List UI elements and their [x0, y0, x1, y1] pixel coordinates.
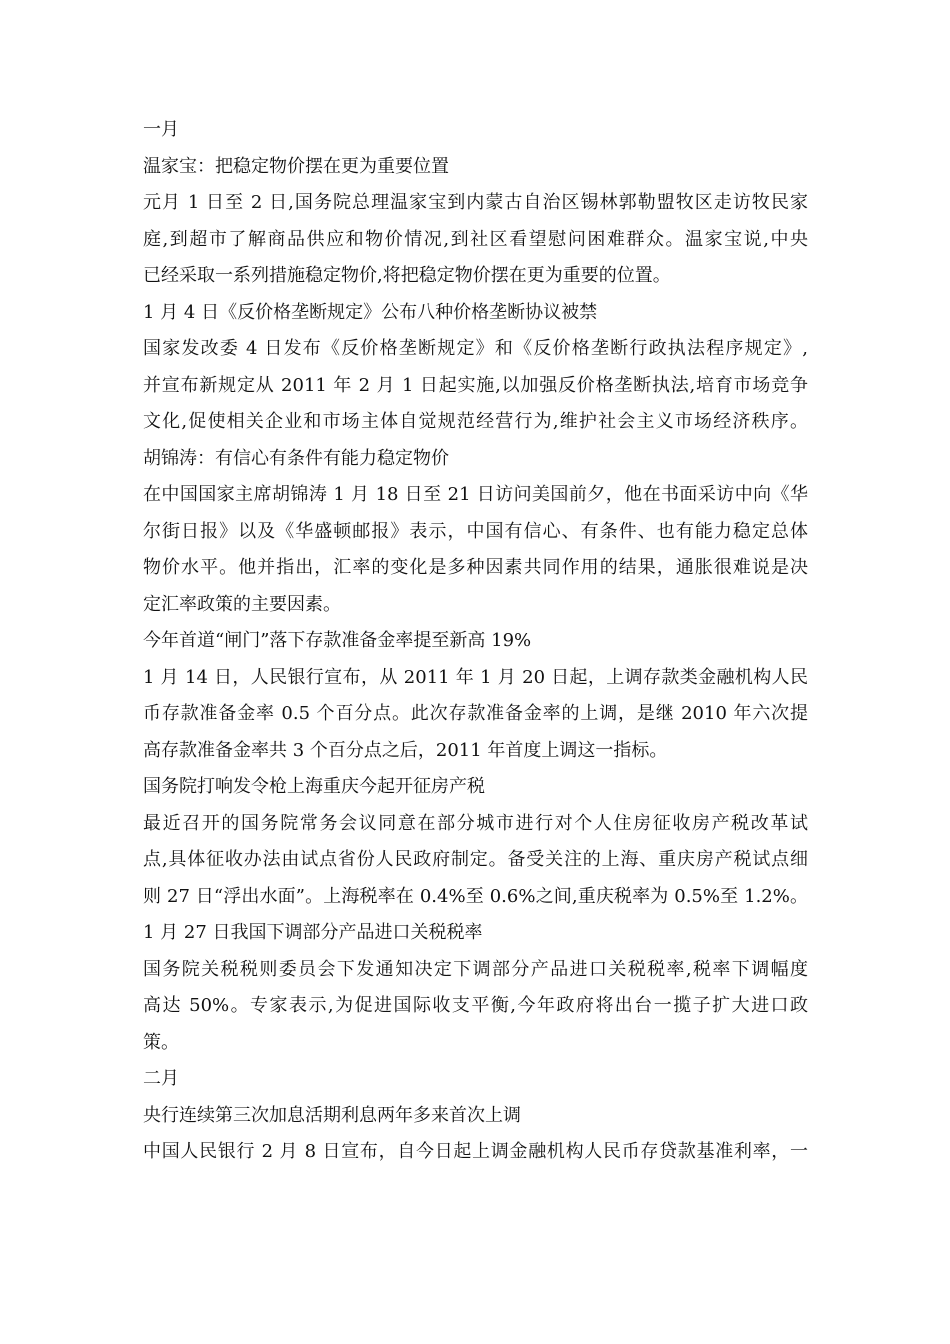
- body-text-line: 币存款准备金率 0.5 个百分点。此次存款准备金率的上调，是继 2010 年六次提: [143, 703, 808, 724]
- body-text-line: 物价水平。他并指出，汇率的变化是多种因素共同作用的结果，通胀很难说是决: [143, 557, 808, 578]
- body-text-line: 并宣布新规定从 2011 年 2 月 1 日起实施,以加强反价格垄断执法,培育市场竞争: [143, 374, 808, 396]
- body-text-line: 国务院关税税则委员会下发通知决定下调部分产品进口关税税率,税率下调幅度: [143, 958, 808, 980]
- body-text-line: 已经采取一系列措施稳定物价,将把稳定物价摆在更为重要的位置。: [143, 265, 671, 286]
- body-text-line: 策。: [143, 1031, 179, 1053]
- news-headline: 今年首道“闸门”落下存款准备金率提至新高 19%: [143, 630, 532, 651]
- news-headline: 1 月 27 日我国下调部分产品进口关税税率: [143, 922, 483, 943]
- news-headline: 国务院打响发令枪上海重庆今起开征房产税: [143, 776, 485, 797]
- body-text-line: 中国人民银行 2 月 8 日宣布，自今日起上调金融机构人民币存贷款基准利率，一: [143, 1141, 808, 1162]
- body-text-line: 1 月 14 日，人民银行宣布，从 2011 年 1 月 20 日起，上调存款类金融机构人民: [143, 666, 808, 688]
- news-headline: 胡锦涛：有信心有条件有能力稳定物价: [143, 447, 449, 469]
- news-headline: 1 月 4 日《反价格垄断规定》公布八种价格垄断协议被禁: [143, 301, 598, 323]
- body-text-line: 高达 50%。专家表示,为促进国际收支平衡,今年政府将出台一揽子扩大进口政: [143, 995, 808, 1016]
- body-text-line: 元月 1 日至 2 日,国务院总理温家宝到内蒙古自治区锡林郭勒盟牧区走访牧民家: [143, 192, 808, 213]
- section-heading-january: 一月: [143, 119, 179, 140]
- body-text-line: 高存款准备金率共 3 个百分点之后，2011 年首度上调这一指标。: [143, 739, 668, 761]
- body-text-line: 在中国国家主席胡锦涛 1 月 18 日至 21 日访问美国前夕，他在书面采访中向《华: [143, 484, 808, 505]
- body-text-line: 最近召开的国务院常务会议同意在部分城市进行对个人住房征收房产税改革试: [143, 812, 808, 834]
- body-text-line: 文化,促使相关企业和市场主体自觉规范经营行为,维护社会主义市场经济秩序。: [143, 411, 808, 432]
- body-text-line: 尔街日报》以及《华盛顿邮报》表示，中国有信心、有条件、也有能力稳定总体: [143, 520, 808, 542]
- body-text-line: 庭,到超市了解商品供应和物价情况,到社区看望慰问困难群众。温家宝说,中央: [143, 228, 808, 250]
- section-heading-february: 二月: [143, 1068, 179, 1089]
- body-text-line: 国家发改委 4 日发布《反价格垄断规定》和《反价格垄断行政执法程序规定》,: [143, 338, 808, 359]
- body-text-line: 则 27 日“浮出水面”。上海税率在 0.4%至 0.6%之间,重庆税率为 0.5%至 1.2%。: [143, 885, 808, 907]
- body-text-line: 定汇率政策的主要因素。: [143, 593, 341, 615]
- body-text-line: 点,具体征收办法由试点省份人民政府制定。备受关注的上海、重庆房产税试点细: [143, 849, 808, 870]
- news-headline: 温家宝：把稳定物价摆在更为重要位置: [143, 155, 449, 177]
- document-body: [143, 112, 808, 1171]
- news-headline: 央行连续第三次加息活期利息两年多来首次上调: [143, 1104, 521, 1126]
